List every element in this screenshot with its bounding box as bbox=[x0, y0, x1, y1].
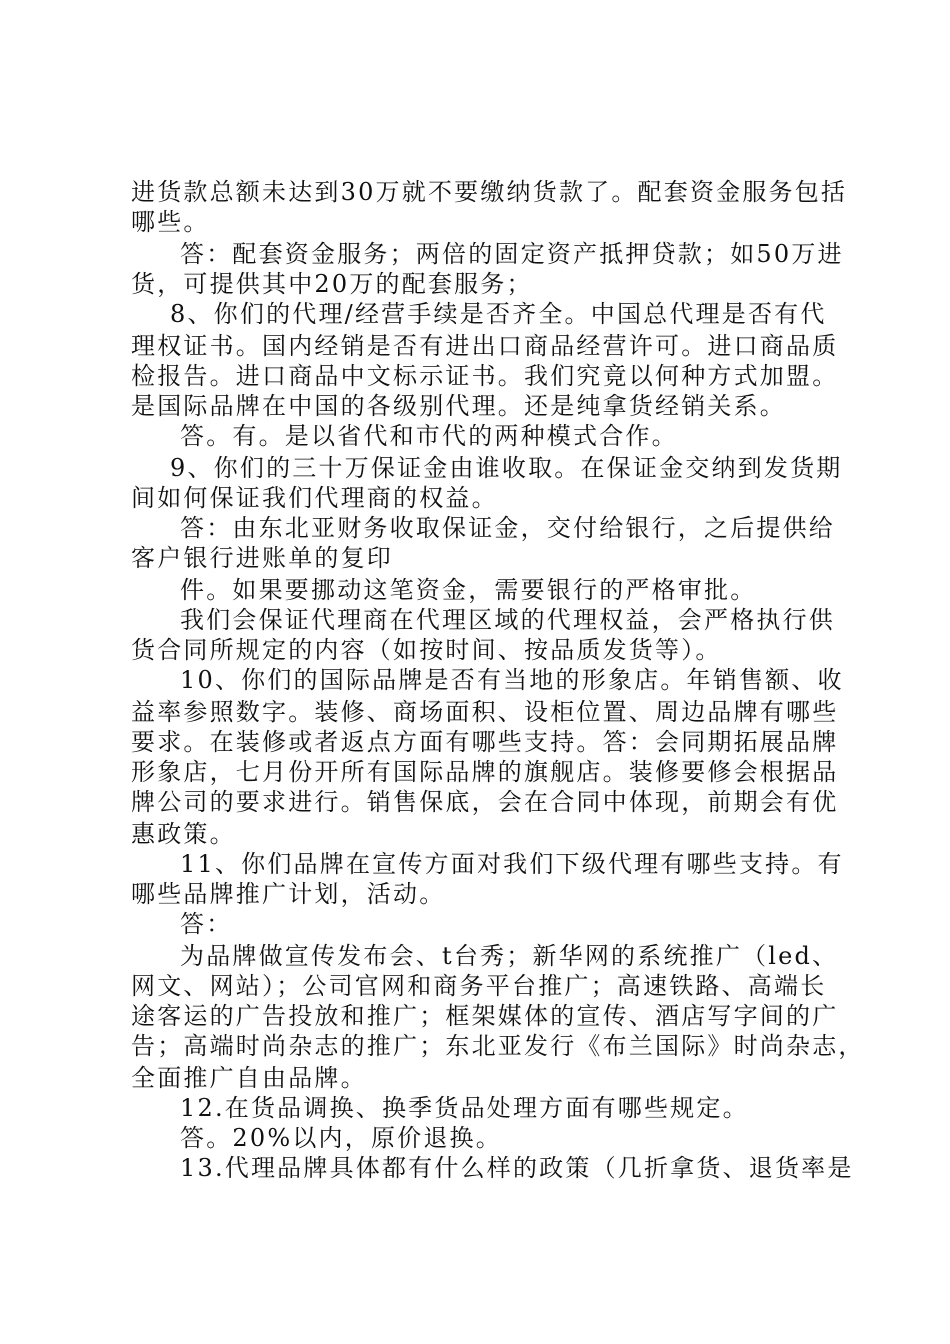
text-line: 客户银行进账单的复印 bbox=[131, 544, 393, 572]
text-line: 是国际品牌在中国的各级别代理。还是纯拿货经销关系。 bbox=[131, 392, 786, 420]
text-line: 牌公司的要求进行。销售保底，会在合同中体现，前期会有优 bbox=[131, 788, 839, 816]
text-line: 告；高端时尚杂志的推广；东北亚发行《布兰国际》时尚杂志， bbox=[131, 1032, 865, 1060]
text-line: 答。20%以内，原价退换。 bbox=[180, 1124, 502, 1152]
text-line: 10、你们的国际品牌是否有当地的形象店。年销售额、收 bbox=[180, 666, 844, 694]
text-line: 惠政策。 bbox=[131, 820, 236, 848]
text-line: 货，可提供其中20万的配套服务； bbox=[131, 270, 533, 298]
text-line: 益率参照数字。装修、商场面积、设柜位置、周边品牌有哪些 bbox=[131, 698, 839, 726]
text-line: 答：配套资金服务；两倍的固定资产抵押贷款；如50万进 bbox=[180, 240, 844, 268]
text-line: 11、你们品牌在宣传方面对我们下级代理有哪些支持。有 bbox=[180, 850, 844, 878]
text-line: 货合同所规定的内容（如按时间、按品质发货等）。 bbox=[131, 636, 722, 664]
text-line: 9、你们的三十万保证金由谁收取。在保证金交纳到发货期 bbox=[170, 454, 843, 482]
text-line: 途客运的广告投放和推广；框架媒体的宣传、酒店写字间的广 bbox=[131, 1002, 839, 1030]
text-line: 12.在货品调换、换季货品处理方面有哪些规定。 bbox=[180, 1094, 749, 1122]
text-line: 进货款总额未达到30万就不要缴纳货款了。配套资金服务包括 bbox=[131, 178, 848, 206]
text-line: 形象店，七月份开所有国际品牌的旗舰店。装修要修会根据品 bbox=[131, 758, 839, 786]
text-line: 8、你们的代理/经营手续是否齐全。中国总代理是否有代 bbox=[170, 300, 827, 328]
text-line: 哪些品牌推广计划，活动。 bbox=[131, 880, 446, 908]
text-line: 为品牌做宣传发布会、t台秀；新华网的系统推广（led、 bbox=[180, 942, 839, 970]
text-line: 理权证书。国内经销是否有进出口商品经营许可。进口商品质 bbox=[131, 332, 839, 360]
text-line: 答： bbox=[180, 910, 233, 938]
text-line: 要求。在装修或者返点方面有哪些支持。答：会同期拓展品牌 bbox=[131, 728, 839, 756]
text-line: 检报告。进口商品中文标示证书。我们究竟以何种方式加盟。 bbox=[131, 362, 839, 390]
text-line: 全面推广自由品牌。 bbox=[131, 1064, 367, 1092]
text-line: 答：由东北亚财务收取保证金，交付给银行，之后提供给 bbox=[180, 514, 835, 542]
text-line: 哪些。 bbox=[131, 208, 210, 236]
text-line: 件。如果要挪动这笔资金，需要银行的严格审批。 bbox=[180, 576, 757, 604]
text-line: 13.代理品牌具体都有什么样的政策（几折拿货、退货率是 bbox=[180, 1154, 854, 1182]
text-line: 网文、网站）；公司官网和商务平台推广；高速铁路、高端长 bbox=[131, 972, 827, 1000]
text-line: 答。有。是以省代和市代的两种模式合作。 bbox=[180, 422, 678, 450]
text-line: 间如何保证我们代理商的权益。 bbox=[131, 484, 498, 512]
text-line: 我们会保证代理商在代理区域的代理权益，会严格执行供 bbox=[180, 606, 835, 634]
